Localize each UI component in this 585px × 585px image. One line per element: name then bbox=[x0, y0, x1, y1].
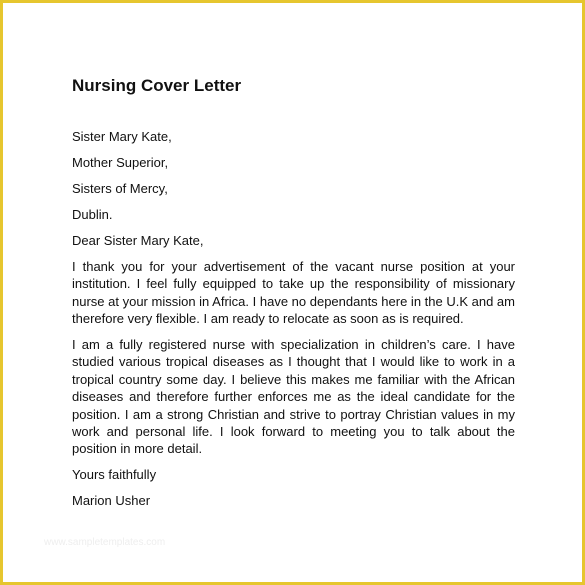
signature: Marion Usher bbox=[72, 493, 151, 508]
body-paragraph-1: I thank you for your advertisement of the vacant nurse position at your institution. I feel fully equipped to take up the responsibility of missionary nurse at your mission in Africa. I have no dependants here in the U.K and am therefore very flexible. I am ready to relocate as soon as is required. bbox=[72, 259, 515, 327]
watermark: www.sampletemplates.com bbox=[44, 537, 166, 548]
address-line-role: Mother Superior, bbox=[72, 155, 169, 170]
address-line-city: Dublin. bbox=[72, 207, 113, 222]
salutation: Dear Sister Mary Kate, bbox=[72, 233, 204, 248]
address-line-name: Sister Mary Kate, bbox=[72, 129, 172, 144]
address-line-organization: Sisters of Mercy, bbox=[72, 181, 168, 196]
body-paragraph-2: I am a fully registered nurse with specialization in children’s care. I have studied various tropical diseases as I thought that I would like to work in a tropical country some day. I believe this makes me familiar with the African diseases and therefore further enforces me as the ideal candidate for the position. I am a strong Christian and strive to portray Christian values in my work and personal life. I look forward to meeting you to talk about the position in more detail. bbox=[72, 337, 515, 457]
letter-title: Nursing Cover Letter bbox=[72, 76, 242, 95]
closing: Yours faithfully bbox=[72, 467, 157, 482]
